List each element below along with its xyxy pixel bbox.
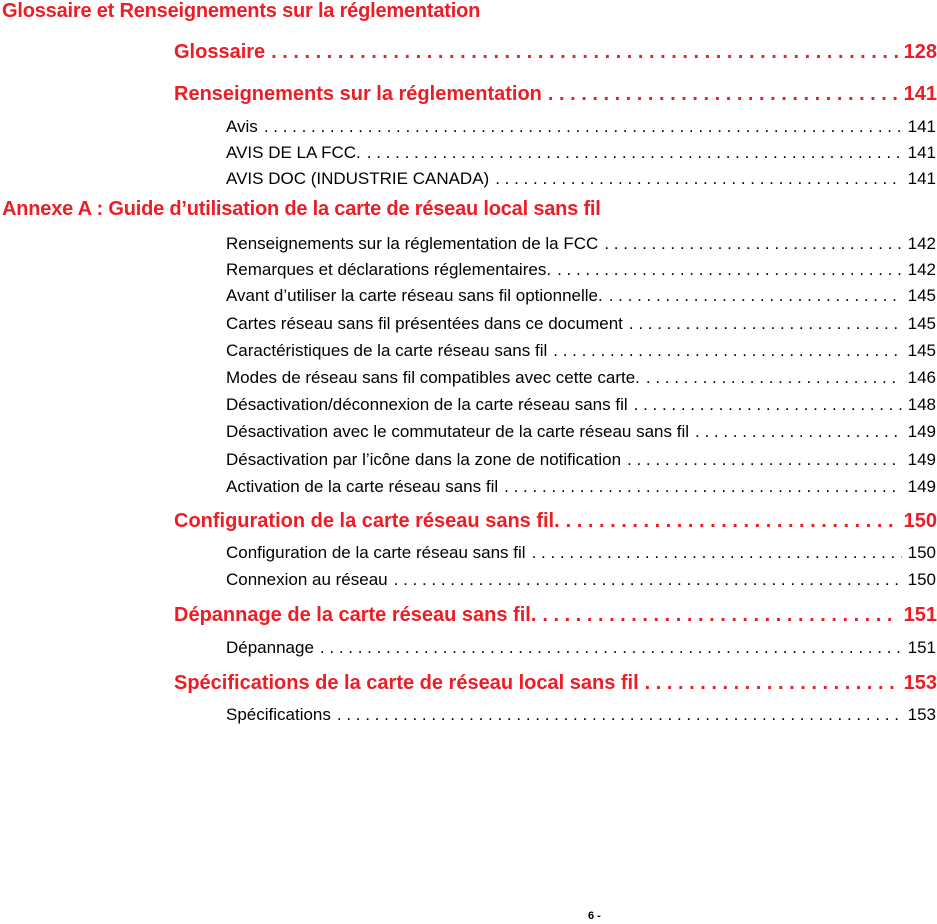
dot-leader (645, 672, 898, 695)
dot-leader (394, 570, 902, 590)
dot-leader (320, 638, 902, 658)
dot-leader (566, 510, 898, 533)
toc-entry[interactable] (226, 638, 936, 658)
toc-page-number: 141 (903, 83, 937, 105)
toc-entry[interactable] (226, 234, 936, 254)
toc-section-configuration[interactable] (174, 510, 937, 533)
toc-page-number: 141 (907, 117, 936, 136)
toc-page-number: 145 (907, 286, 936, 305)
dot-leader (695, 422, 902, 442)
toc-section-title: Renseignements sur la réglementation (174, 83, 542, 105)
toc-entry[interactable] (226, 395, 936, 415)
toc-entry[interactable] (226, 260, 936, 280)
dot-leader (367, 143, 902, 163)
toc-entry[interactable] (226, 169, 936, 189)
toc-page-number: 151 (903, 604, 937, 626)
toc-page-number: 141 (907, 143, 936, 162)
dot-leader (542, 604, 897, 627)
toc-entry-title: Dépannage (226, 638, 314, 657)
dot-leader (604, 234, 901, 254)
dot-leader (634, 395, 902, 415)
toc-page-number: 150 (907, 543, 936, 562)
toc-page-number: 153 (903, 672, 937, 694)
dot-leader (337, 705, 902, 725)
toc-section-title: Configuration de la carte réseau sans fil. (174, 510, 560, 532)
toc-entry-title: Connexion au réseau (226, 570, 388, 589)
dot-leader (504, 477, 901, 497)
toc-entry-title: Configuration de la carte réseau sans fil (226, 543, 526, 562)
page-footer-number: 6 - (588, 910, 601, 922)
toc-page-number: 142 (907, 260, 936, 279)
toc-page-number: 150 (907, 570, 936, 589)
dot-leader (495, 169, 901, 189)
toc-page-number: 153 (907, 705, 936, 724)
toc-entry[interactable] (226, 477, 936, 497)
toc-entry[interactable] (226, 705, 936, 725)
toc-section-title: Dépannage de la carte réseau sans fil. (174, 604, 537, 626)
dot-leader (532, 543, 902, 563)
toc-page-number: 148 (907, 395, 936, 414)
toc-section-specifications[interactable] (174, 672, 937, 695)
dot-leader (609, 286, 902, 306)
toc-entry[interactable] (226, 422, 936, 442)
toc-page-number: 141 (907, 169, 936, 188)
toc-entry[interactable] (226, 143, 936, 163)
dot-leader (557, 260, 902, 280)
toc-page-number: 142 (907, 234, 936, 253)
toc-entry-title: Caractéristiques de la carte réseau sans fil (226, 341, 548, 360)
toc-entry-title: Désactivation par l’icône dans la zone de notification (226, 450, 622, 469)
toc-entry-title: Cartes réseau sans fil présentées dans ce document (226, 314, 623, 333)
toc-entry[interactable] (226, 368, 936, 388)
toc-page-number: 149 (907, 450, 936, 469)
toc-entry-title: Désactivation/déconnexion de la carte réseau sans fil (226, 395, 628, 414)
toc-section-depannage[interactable] (174, 604, 937, 627)
dot-leader (629, 314, 902, 334)
toc-entry[interactable] (226, 570, 936, 590)
annex-title: Annexe A : Guide d’utilisation de la carte de réseau local sans fil (2, 198, 601, 220)
toc-page-number: 150 (903, 510, 937, 532)
toc-entry-title: AVIS DOC (INDUSTRIE CANADA) (226, 169, 490, 188)
toc-page-number: 146 (907, 368, 936, 387)
toc-section-title: Spécifications de la carte de réseau local sans fil (174, 672, 639, 694)
dot-leader (646, 368, 902, 388)
toc-entry[interactable] (226, 314, 936, 334)
toc-page-number: 145 (907, 341, 936, 360)
dot-leader (627, 450, 902, 470)
toc-entry-title: AVIS DE LA FCC. (226, 143, 361, 162)
page-title: Glossaire et Renseignements sur la réglementation (2, 0, 481, 22)
dot-leader (271, 41, 897, 64)
dot-leader (264, 117, 902, 137)
toc-page-number: 149 (907, 422, 936, 441)
toc-section-title: Glossaire (174, 41, 266, 63)
dot-leader (548, 83, 898, 106)
toc-entry-title: Désactivation avec le commutateur de la carte réseau sans fil (226, 422, 690, 441)
toc-entry[interactable] (226, 341, 936, 361)
toc-entry-title: Spécifications (226, 705, 331, 724)
toc-entry-title: Avis (226, 117, 258, 136)
toc-entry[interactable] (226, 543, 936, 563)
toc-entry-title: Avant d’utiliser la carte réseau sans fil optionnelle. (226, 286, 603, 305)
toc-page-number: 151 (907, 638, 936, 657)
toc-entry[interactable] (226, 286, 936, 306)
toc-entry-title: Remarques et déclarations réglementaires. (226, 260, 552, 279)
toc-page-number: 145 (907, 314, 936, 333)
toc-page-number: 128 (903, 41, 937, 63)
toc-entry-title: Renseignements sur la réglementation de la FCC (226, 234, 599, 253)
toc-section-glossaire[interactable] (174, 41, 937, 64)
toc-entry[interactable] (226, 450, 936, 470)
dot-leader (553, 341, 901, 361)
toc-entry-title: Modes de réseau sans fil compatibles avec cette carte. (226, 368, 640, 387)
toc-section-reglementation[interactable] (174, 83, 937, 106)
toc-entry[interactable] (226, 117, 936, 137)
toc-entry-title: Activation de la carte réseau sans fil (226, 477, 499, 496)
toc-page-number: 149 (907, 477, 936, 496)
